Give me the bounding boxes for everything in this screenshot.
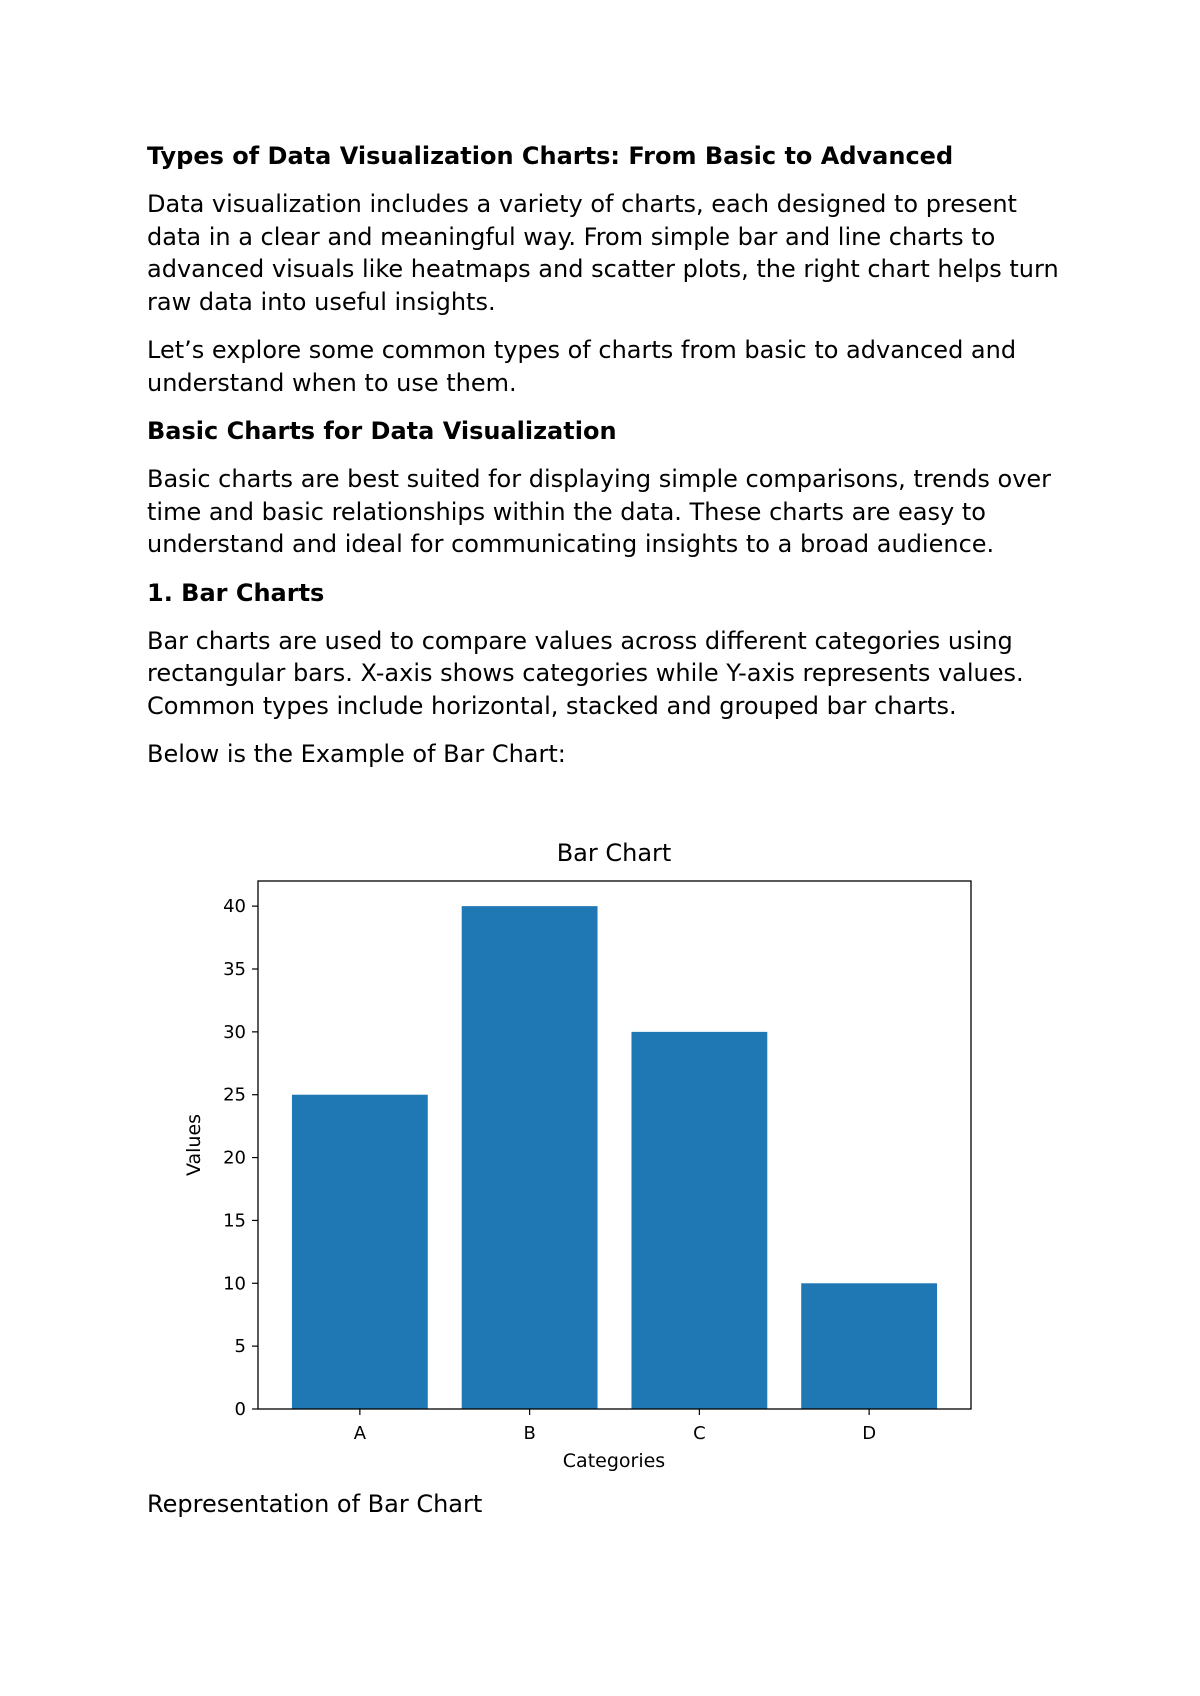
y-tick-label: 30 <box>223 1021 246 1043</box>
bar-B <box>462 906 598 1409</box>
bar-charts-paragraph: Bar charts are used to compare values across different categories using rectangular bars. X-axis shows categories while Y-axis represents values. Common types include horizontal, stacked and grouped bar charts. <box>147 626 1024 720</box>
y-tick-label: 40 <box>223 896 246 918</box>
x-axis <box>354 1409 876 1444</box>
example-intro-line: Below is the Example of Bar Chart: <box>147 740 566 768</box>
y-tick-label: 10 <box>223 1273 246 1295</box>
intro-paragraph: Data visualization includes a variety of charts, each designed to present data in a clear and meaningful way. From simple bar and line charts to advanced visuals like heatmaps and scatter plots, the right chart helps turn raw data into useful insights. <box>147 190 1059 316</box>
y-axis-label: Values <box>183 1113 205 1177</box>
chart-caption: Representation of Bar Chart <box>147 1490 483 1518</box>
y-tick-label: 25 <box>223 1084 246 1106</box>
y-tick-label: 35 <box>223 959 246 980</box>
bar-A <box>292 1095 428 1409</box>
x-tick-label: C <box>693 1423 706 1444</box>
chart-title: Bar Chart <box>556 839 672 867</box>
bar-chart-svg <box>180 835 1000 1485</box>
x-tick-label: B <box>523 1423 536 1444</box>
basic-charts-paragraph: Basic charts are best suited for displaying simple comparisons, trends over time and basic relationships within the data. These charts are easy to understand and ideal for communicating insights to a broad audience. <box>147 465 1052 558</box>
y-axis <box>223 896 258 1420</box>
bar-D <box>801 1283 937 1409</box>
bar-C <box>631 1032 767 1409</box>
explore-paragraph: Let’s explore some common types of charts from basic to advanced and understand when to use them. <box>147 336 1017 397</box>
bar-chart-figure <box>180 835 1000 1485</box>
document-title: Types of Data Visualization Charts: From Basic to Advanced <box>147 142 954 170</box>
y-tick-label: 0 <box>234 1399 246 1420</box>
bar-charts-heading: 1. Bar Charts <box>147 578 325 607</box>
bars-layer <box>292 906 937 1409</box>
y-tick-label: 5 <box>234 1336 246 1358</box>
basic-charts-heading: Basic Charts for Data Visualization <box>147 417 617 445</box>
x-tick-label: D <box>862 1423 877 1444</box>
x-tick-label: A <box>353 1423 367 1444</box>
document-body <box>147 140 1067 787</box>
y-tick-label: 15 <box>223 1210 246 1232</box>
y-tick-label: 20 <box>223 1147 246 1169</box>
x-axis-label: Categories <box>562 1450 666 1472</box>
